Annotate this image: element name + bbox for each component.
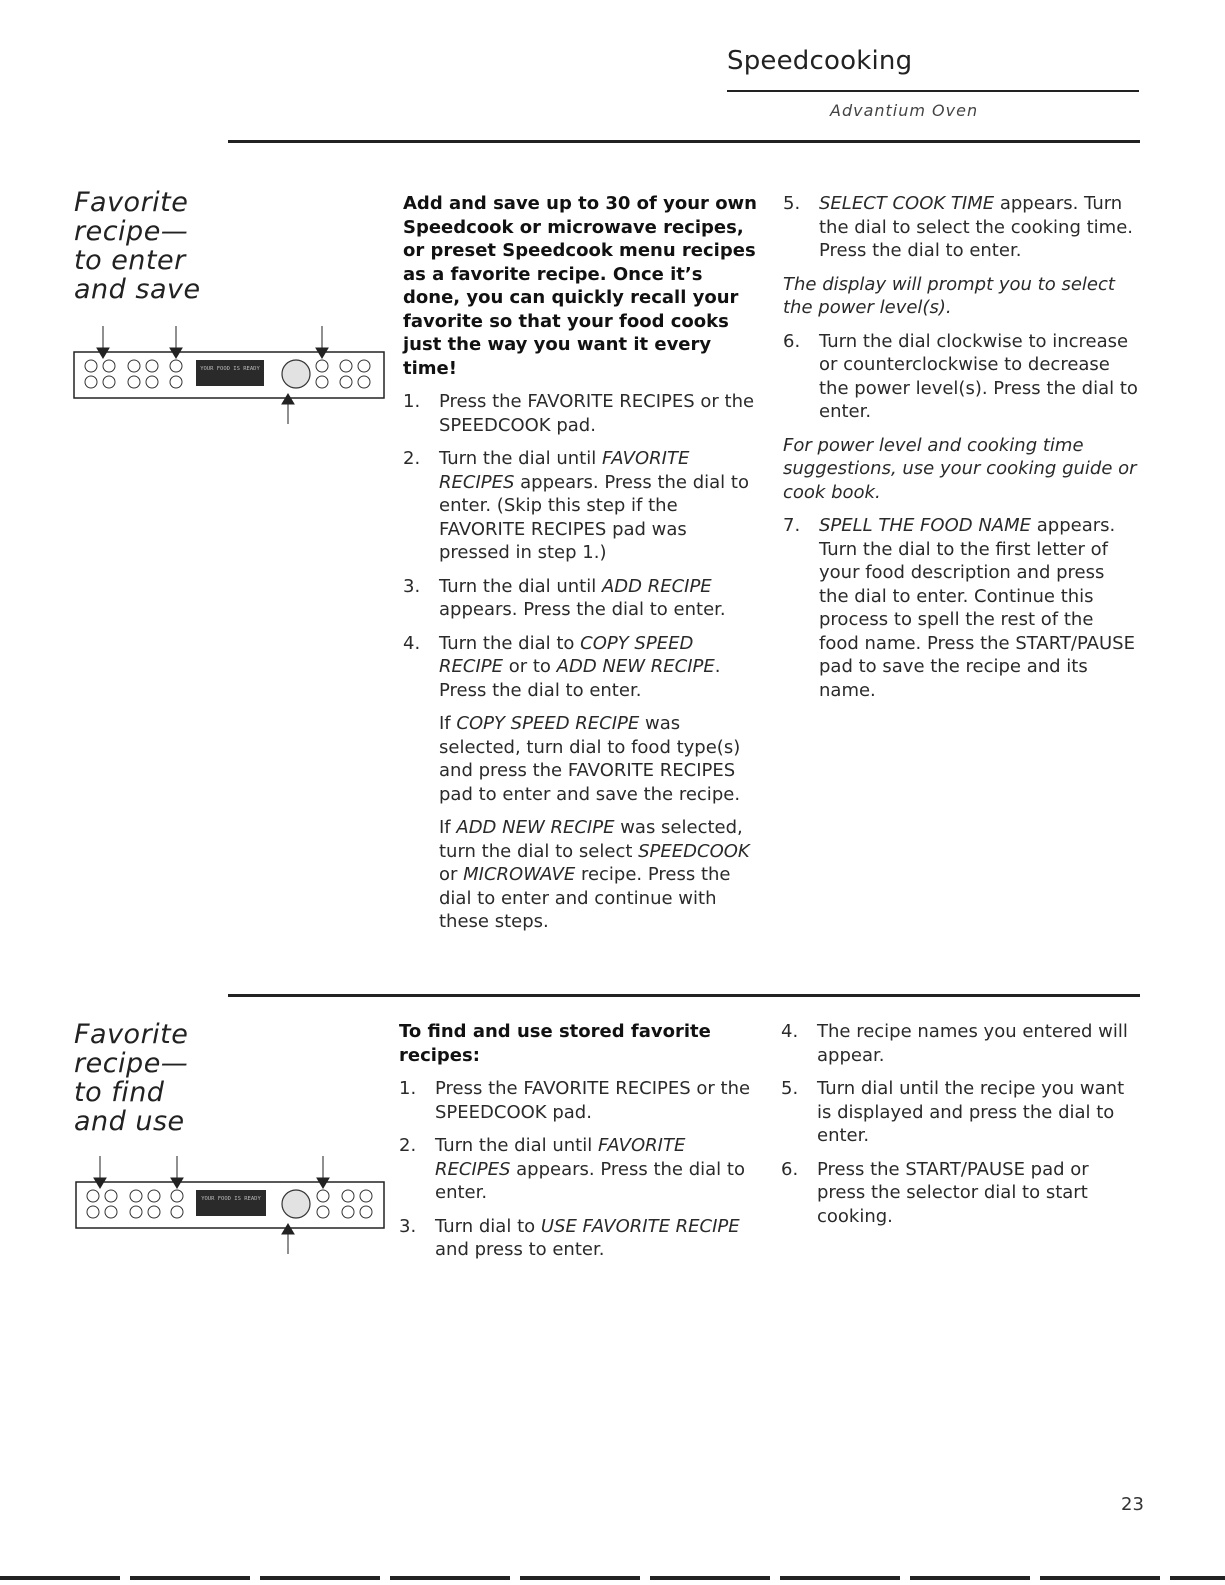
- step-item: 3. Turn dial to USE FAVORITE RECIPE and press to enter.: [399, 1215, 740, 1260]
- control-panel-illustration: [66, 324, 396, 426]
- section2-column-right: [781, 1020, 1138, 1238]
- page-header-title: Speedcooking: [727, 46, 913, 76]
- step-item: 4. Turn the dial to COPY SPEED RECIPE or to ADD NEW RECIPE. Press the dial to enter.: [403, 632, 721, 701]
- step-item: 2. Turn the dial until FAVORITE RECIPES appears. Press the dial to enter.: [399, 1135, 745, 1203]
- page-header-subtitle: Advantium Oven: [830, 101, 979, 120]
- page-number: 23: [1121, 1494, 1144, 1515]
- panel-display-text: YOUR FOOD IS READY: [201, 1196, 261, 1202]
- section2-lead: To find and use stored favorite recipes:: [399, 1021, 711, 1066]
- step-item: 5. Turn dial until the recipe you want is displayed and press the dial to enter.: [781, 1078, 1125, 1146]
- italic-note: For power level and cooking time suggestions, use your cooking guide or cook book.: [783, 434, 1137, 503]
- step-item: 2. Turn the dial until FAVORITE RECIPES appears. Press the dial to enter. (Skip this step if the FAVORITE RECIPES pad was pressed in step 1.): [403, 448, 749, 563]
- panel-display-text: YOUR FOOD IS READY: [200, 366, 260, 372]
- step-item: 1. Press the FAVORITE RECIPES or the SPEEDCOOK pad.: [399, 1078, 751, 1123]
- selector-dial-icon: [282, 360, 310, 388]
- step-item: 4. The recipe names you entered will appear.: [781, 1021, 1128, 1066]
- bottom-edge-rule: [0, 1576, 1225, 1580]
- italic-note: The display will prompt you to select the power level(s).: [783, 273, 1115, 318]
- step-item: 7. SPELL THE FOOD NAME appears. Turn the dial to the first letter of your food description and press the dial to enter. Continue this process to spell the rest of the food name. Press the START/PAUSE pad to save the recipe and its name.: [783, 515, 1135, 701]
- step-item: 1. Press the FAVORITE RECIPES or the SPEEDCOOK pad.: [403, 391, 755, 436]
- section1-column-left: [403, 192, 759, 944]
- panel-display: [196, 360, 264, 386]
- section-title-enter-save: Favorite recipe— to enter and save: [74, 187, 201, 305]
- section-divider: [228, 994, 1140, 997]
- section1-column-right: [783, 192, 1138, 712]
- panel-display: [196, 1190, 266, 1216]
- step-item: 6. Press the START/PAUSE pad or press the selector dial to start cooking.: [781, 1158, 1089, 1227]
- step-subparagraph: If COPY SPEED RECIPE was selected, turn dial to food type(s) and press the FAVORITE RECIPES pad to enter and save the recipe.: [439, 713, 741, 805]
- step-item: 6. Turn the dial clockwise to increase or counterclockwise to decrease the power level(s). Press the dial to enter.: [783, 330, 1138, 422]
- step-item: 3. Turn the dial until ADD RECIPE appears. Press the dial to enter.: [403, 575, 726, 620]
- selector-dial-icon: [282, 1190, 310, 1218]
- header-rule: [727, 90, 1139, 92]
- step-item: 5. SELECT COOK TIME appears. Turn the dial to select the cooking time. Press the dial to enter.: [783, 193, 1133, 261]
- step-subparagraph: If ADD NEW RECIPE was selected, turn the dial to select SPEEDCOOK or MICROWAVE recipe. Press the dial to enter and continue with these steps.: [439, 817, 750, 932]
- section-divider: [228, 140, 1140, 143]
- section2-column-left: [399, 1020, 755, 1272]
- control-panel-illustration: [68, 1154, 398, 1256]
- section1-lead: Add and save up to 30 of your own Speedcook or microwave recipes, or preset Speedcook menu recipes as a favorite recipe. Once it’s done, you can quickly recall your favorite so that your food cooks just the way you want it every time!: [403, 193, 757, 379]
- section-title-find-use: Favorite recipe— to find and use: [74, 1019, 189, 1137]
